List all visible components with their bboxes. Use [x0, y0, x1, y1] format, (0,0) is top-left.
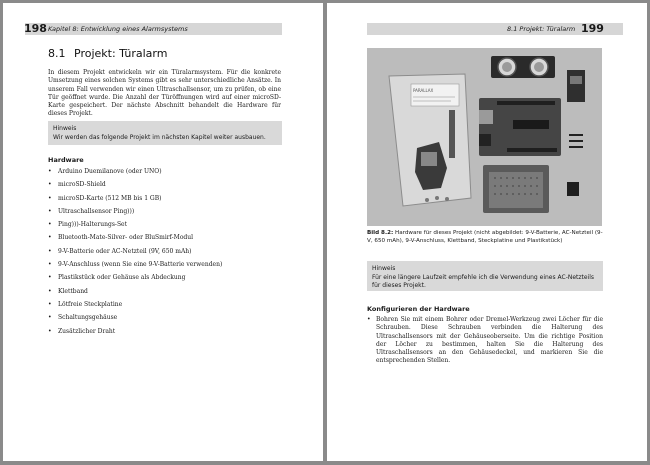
- hardware-list-item: • microSD-Karte (512 MB bis 1 GB): [48, 195, 282, 208]
- hardware-list-item: • Zusätzlicher Draht: [48, 328, 282, 341]
- section-title: Projekt: Türalarm: [74, 47, 168, 60]
- left-page-number: 198: [24, 22, 47, 35]
- right-running-head: 8.1 Projekt: Türalarm: [507, 25, 576, 33]
- svg-text:PARALLAX: PARALLAX: [413, 88, 434, 93]
- section-number: 8.1: [48, 47, 66, 60]
- hardware-list: [48, 168, 282, 341]
- note-title-right: Hinweis: [372, 265, 396, 272]
- note-text-right: Für eine längere Laufzeit empfehle ich die Verwendung eines AC-Netzteils für dieses Projekt.: [372, 273, 595, 289]
- hardware-list-item: • Bluetooth-Mate-Silver- oder BluSmirf-Modul: [48, 234, 282, 247]
- hardware-photo: [367, 48, 602, 226]
- hardware-list-item: • 9-V-Anschluss (wenn Sie eine 9-V-Batterie verwenden): [48, 261, 282, 274]
- hardware-list-item: • microSD-Shield: [48, 181, 282, 194]
- left-running-head: Kapitel 8: Entwicklung eines Alarmsystems: [48, 25, 188, 33]
- right-page-number: 199: [581, 22, 604, 35]
- hardware-list-item: • Schaltungsgehäuse: [48, 314, 282, 327]
- hardware-heading: Hardware: [48, 156, 84, 164]
- figure-caption-text: Hardware für dieses Projekt (nicht abgebildet: 9-V-Batterie, AC-Netzteil (9-V, 650 mAh), 9-V-Anschluss, Klettband, Steckplatine und Plastikstück): [367, 230, 603, 244]
- note-text: Wir werden das folgende Projekt im nächsten Kapitel weiter ausbauen.: [53, 133, 266, 141]
- hardware-photo-drawing: [367, 48, 602, 226]
- figure-caption: [367, 229, 603, 245]
- note-title: Hinweis: [53, 125, 77, 132]
- intro-paragraph: In diesem Projekt entwickeln wir ein Türalarmsystem. Für die konkrete Umsetzung eines solchen Systems gibt es sehr unterschiedliche Ansätze. In unserem Fall verwenden wir einen Ultraschallsensor, um zu prüfen, ob eine Tür geöffnet wurde. Die Anzahl der Türöffnungen wird auf einer microSD-Karte gespeichert. Der nächste Abschnitt behandelt die Hardware für dieses Projekt.: [48, 69, 281, 118]
- hardware-list-item: • 9-V-Batterie oder AC-Netzteil (9V, 650 mAh): [48, 248, 282, 261]
- section-heading: [48, 47, 167, 60]
- hardware-list-item: • Klettband: [48, 288, 282, 301]
- note-box: [48, 121, 282, 145]
- config-bullet: • Bohren Sie mit einem Bohrer oder Dremel-Werkzeug zwei Löcher für die Schrauben. Diese Schrauben verbinden die Halterung des Ultraschallsensors mit der Gehäuseoberseite. Um die richtige Position der Löcher zu bestimmen, halten Sie die Halterung des Ultraschallsensors an den Gehäusedeckel, und markieren Sie die entsprechenden Stellen.: [367, 316, 603, 366]
- hardware-list-item: • Plastikstück oder Gehäuse als Abdeckung: [48, 274, 282, 287]
- figure-label: Bild 8.2:: [367, 230, 394, 236]
- bluetooth-module-image: [567, 70, 585, 102]
- left-page: [3, 3, 323, 461]
- hardware-list-item: • Lötfreie Steckplatine: [48, 301, 282, 314]
- hardware-list-item: • Ultraschallsensor Ping))): [48, 208, 282, 221]
- right-page: [327, 3, 647, 461]
- config-heading: Konfigurieren der Hardware: [367, 305, 470, 313]
- hardware-list-item: • Arduino Duemilanove (oder UNO): [48, 168, 282, 181]
- hardware-list-item: • Ping)))-Halterungs-Set: [48, 221, 282, 234]
- note-box-right: [367, 261, 603, 291]
- microsd-card-image: [567, 182, 579, 196]
